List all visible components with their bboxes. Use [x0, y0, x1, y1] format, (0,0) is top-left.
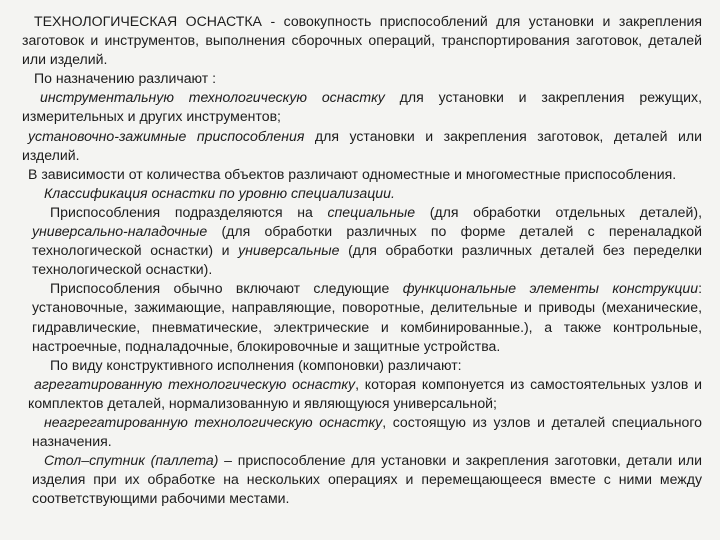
- paragraph-clamping-fixtures: [22, 127, 702, 165]
- paragraph-functional-elements: [22, 279, 702, 355]
- paragraph-pallet: [22, 451, 702, 508]
- term-italic: функциональные элементы конструкции: [402, 280, 699, 297]
- paragraph-text: (для обработки различных деталей без переделки технологической оснастки).: [32, 242, 702, 278]
- term-italic: универсально-наладочные: [32, 223, 208, 240]
- paragraph-non-modular-tooling: [22, 413, 702, 451]
- term-heading: ТЕХНОЛОГИЧЕСКАЯ ОСНАСТКА: [34, 13, 262, 29]
- paragraph-fixture-types: [22, 203, 702, 279]
- paragraph-definition: [22, 12, 702, 69]
- paragraph-text: для установки и закрепления режущих, измерительных и других инструментов;: [22, 89, 702, 125]
- paragraph-text: , которая компонуется из самостоятельных узлов и комплектов деталей, нормализованную и являющуюся универсальной;: [28, 375, 702, 411]
- paragraph-text: : установочные, зажимающие, направляющие, поворотные, делительные и приводы (механические, гидравлические, пневматические, электрические и комбинированные.), а также контрольные, настроечные, подналадочные, блокировочные и защитные устройства.: [32, 280, 702, 354]
- term-italic: неагрегатированную технологическую оснастку: [44, 413, 383, 430]
- paragraph-text: для установки и закрепления заготовок, деталей или изделий.: [22, 127, 702, 163]
- term-italic: универсальные: [238, 242, 340, 259]
- paragraph-text: Приспособления обычно включают следующие: [50, 280, 403, 297]
- paragraph-by-design-intro: По виду конструктивного исполнения (компоновки) различают:: [50, 356, 462, 373]
- term-italic: Стол–спутник (паллета): [44, 452, 219, 469]
- section-heading-classification: Классификация оснастки по уровню специализации.: [44, 184, 395, 201]
- paragraph-text: Приспособления подразделяются на: [50, 203, 328, 220]
- paragraph-by-purpose-intro: По назначению различают :: [34, 70, 217, 87]
- definition-text: - совокупность приспособлений для установки и закрепления заготовок и инструментов, выполнения сборочных операций, транспортирования заготовок, деталей или изделий.: [22, 13, 702, 68]
- paragraph-text: , состоящую из узлов и деталей специального назначения.: [32, 413, 702, 450]
- paragraph-tool-tooling: [22, 88, 702, 126]
- term-italic: инструментальную технологическую оснастку: [40, 89, 385, 106]
- paragraph-text: – приспособление для установки и закрепления заготовки, детали или изделия при их обработке на нескольких операциях и перемещающееся вместе с ними между соответствующими рабочими местами.: [32, 452, 702, 507]
- paragraph-modular-tooling: [22, 375, 702, 413]
- term-italic: установочно-зажимные приспособления: [28, 127, 305, 144]
- paragraph-object-count: В зависимости от количества объектов различают одноместные и многоместные приспособления.: [28, 165, 677, 182]
- paragraph-text: (для обработки различных по форме деталей с переналадкой технологической оснастки) и: [32, 223, 702, 259]
- paragraph-text: (для обработки отдельных деталей),: [415, 203, 702, 220]
- term-italic: агрегатированную технологическую оснастку: [34, 375, 356, 392]
- term-italic: специальные: [327, 203, 416, 220]
